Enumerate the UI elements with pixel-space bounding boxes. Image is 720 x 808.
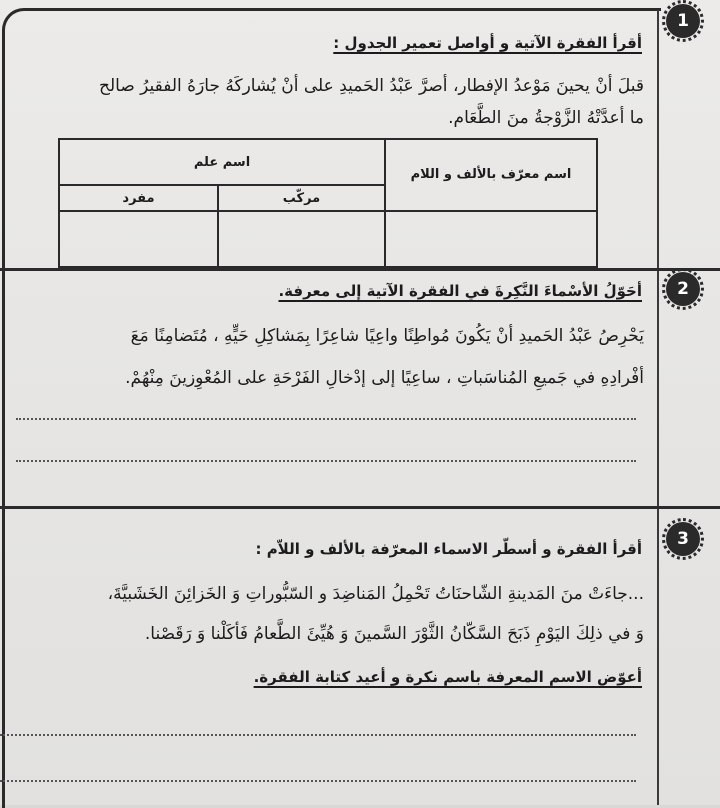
exercise-number-1: 1 [666,4,700,38]
exercise-1-paragraph-line-2: ما أعدَّتْهُ الزَّوْجةُ منَ الطَّعَام. [448,108,644,128]
exercise-number-2: 2 [666,272,700,306]
answer-line-3a[interactable] [0,734,636,736]
number-column-divider [657,10,659,805]
answer-line-2b[interactable] [16,460,636,462]
exercise-3-instruction-2: أعوّض الاسم المعرفة باسم نكرة و أعيد كتابة الفقرة. [253,668,642,686]
section-divider-1 [0,268,720,271]
header-proper-noun: اسم علم [59,139,385,185]
exercise-2-paragraph-line-2: أفْرادِهِ في جَميعِ المُناسَباتِ ، ساعِيًا إلى إدْخالِ الفَرْحَةِ على المُعْوِزينَ مِنْهُمْ. [125,368,644,388]
page-frame [2,8,661,808]
exercise-2-instruction: أحَوّلُ الأسْماءَ النَّكِرةَ في الفقرة الآتية إلى معرفة. [278,282,642,300]
exercise-2-paragraph-line-1: يَحْرِصُ عَبْدُ الحَميدِ أنْ يَكُونَ مُواطِنًا واعِيًا شاعِرًا بِمَشاكِلِ حَيٍّهِ ، مُتَضامِنًا مَعَ [130,326,644,346]
section-divider-2 [0,506,720,509]
answer-cell-single[interactable] [59,211,218,267]
answer-line-2a[interactable] [16,418,636,420]
header-definite-noun: اسم معرّف بالألف و اللام [385,139,597,211]
exercise-3-paragraph-line-1: ...جاءَتْ منَ المَدينةِ الشّاحنَاتُ تَحْمِلُ المَناضِدَ و السّبُّوراتِ وَ الخَزائِنَ الخَشَبيَّةَ، [107,584,644,604]
header-single: مفرد [59,185,218,211]
exercise-3-instruction: أقرأ الفقرة و أسطّر الاسماء المعرّفة بالألف و اللاّم : [255,540,642,558]
exercise-number-3: 3 [666,522,700,556]
exercise-1-paragraph-line-1: قبلَ أنْ يحينَ مَوْعدُ الإفطار، أصرَّ عَبْدُ الحَميدِ على أنْ يُشاركَهُ جارَهُ الفقيرُ صالح [98,76,644,96]
answer-cell-compound[interactable] [218,211,385,267]
exercise-1-instruction: أقرأ الفقرة الآتية و أواصل تعمير الجدول : [333,34,642,52]
header-compound: مركّب [218,185,385,211]
exercise-3-paragraph-line-2: وَ في ذلِكَ اليَوْمِ ذَبَحَ السَّكّانُ الثَّوْرَ السَّمينَ وَ هُيِّئَ الطَّعامُ فَأكَلْنا وَ رَقَصْنا. [144,624,644,644]
answer-cell-definite[interactable] [385,211,597,267]
classification-table [58,138,598,268]
answer-line-3b[interactable] [0,780,636,782]
